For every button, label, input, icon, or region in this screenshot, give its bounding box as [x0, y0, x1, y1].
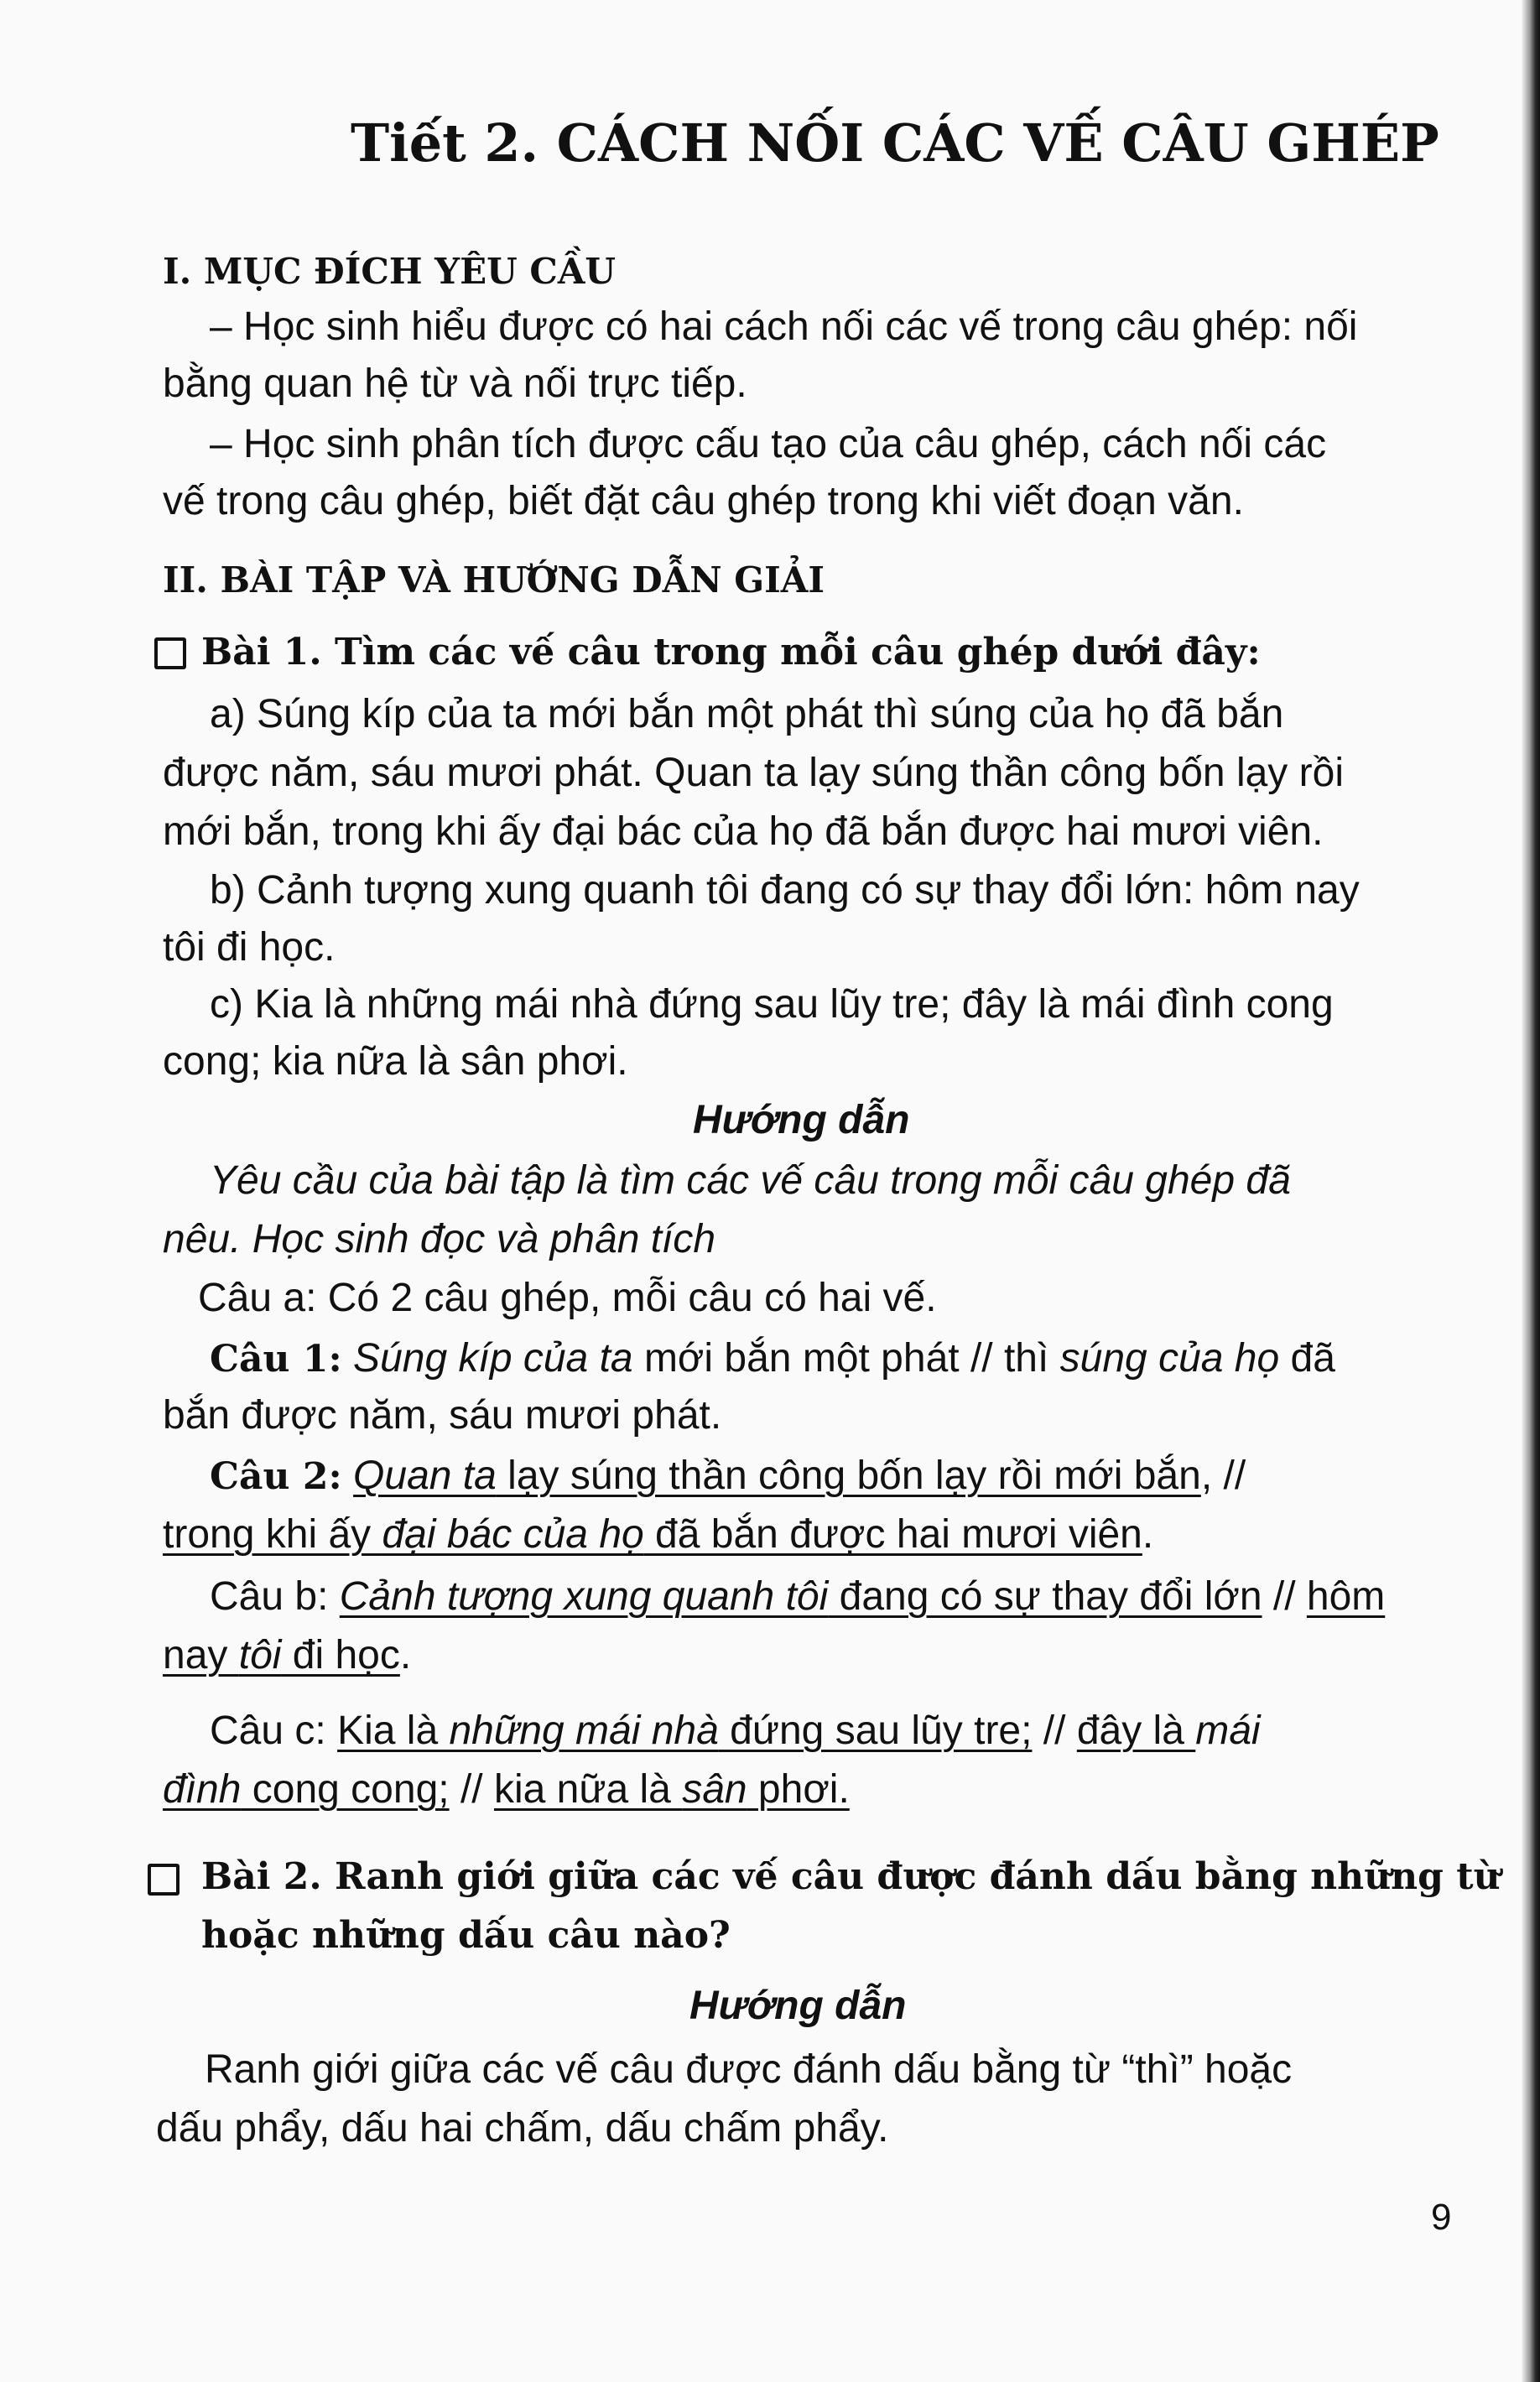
- cauc-subject-2: đình: [163, 1767, 242, 1812]
- caub-line-2: [163, 1627, 411, 1684]
- cauc-line: [210, 1703, 1261, 1760]
- bai1-line: c) Kia là những mái nhà đứng sau lũy tre; đây là mái đình cong: [210, 982, 1334, 1027]
- bai1-line: được năm, sáu mươi phát. Quan ta lạy súng thần công bốn lạy rồi: [163, 751, 1344, 795]
- cauc-predicate-1: đứng sau lũy tre;: [718, 1708, 1033, 1753]
- bai1-line: cong; kia nữa là sân phơi.: [163, 1039, 628, 1084]
- bai2-line: dấu phẩy, dấu hai chấm, dấu chấm phẩy.: [156, 2106, 889, 2151]
- cauc-subject-1: những mái nhà: [449, 1708, 719, 1753]
- cau1-subject-2: súng của họ: [1059, 1336, 1280, 1381]
- caub-predicate-2: đi học: [281, 1633, 400, 1677]
- caub-clause-2: nay: [163, 1633, 239, 1677]
- cauc-separator: //: [1032, 1708, 1077, 1753]
- section1-heading: I. MỤC ĐÍCH YÊU CẦU: [163, 251, 617, 292]
- cauc-clause-1: Kia là: [337, 1708, 450, 1753]
- bai1-line: tôi đi học.: [163, 925, 336, 970]
- checkbox-icon: [148, 1864, 179, 1896]
- caub-end: .: [399, 1633, 412, 1677]
- cauc-label: Câu c:: [210, 1708, 326, 1753]
- caub-line: [210, 1568, 1385, 1625]
- section1-line: bằng quan hệ từ và nối trực tiếp.: [163, 361, 747, 406]
- section2-heading: II. BÀI TẬP VÀ HƯỚNG DẪN GIẢI: [163, 559, 825, 601]
- cauc-separator: //: [449, 1767, 494, 1812]
- cau2-line: [210, 1448, 1246, 1506]
- caub-subject-2: tôi: [238, 1633, 282, 1677]
- cauc-predicate-3: phơi.: [747, 1767, 850, 1812]
- bai1-line: mới bắn, trong khi ấy đại bác của họ đã bắn được hai mươi viên.: [163, 809, 1324, 854]
- cauc-clause-3: kia nữa là: [493, 1767, 683, 1812]
- cau2-end: .: [1142, 1512, 1154, 1557]
- cau1-line-2: bắn được năm, sáu mươi phát.: [163, 1393, 722, 1438]
- caub-subject-1: Cảnh tượng xung quanh tôi: [339, 1574, 829, 1619]
- cau2-predicate-1: lạy súng thần công bốn lạy rồi mới bắn: [496, 1454, 1201, 1498]
- caub-clause-2: hôm: [1306, 1574, 1386, 1619]
- cau2-separator: , //: [1200, 1454, 1246, 1498]
- cau2-connector: trong khi ấy: [163, 1512, 382, 1557]
- cau1-line: [210, 1330, 1335, 1388]
- cau2-subject-2: đại bác của họ: [382, 1512, 644, 1557]
- cau1-text: mới bắn một phát // thì: [632, 1336, 1060, 1381]
- bai1-guide-line: Yêu cầu của bài tập là tìm các vế câu trong mỗi câu ghép đã: [210, 1158, 1291, 1203]
- cau2-predicate-2: đã bắn được hai mươi viên: [643, 1512, 1142, 1557]
- caub-predicate-1: đang có sự thay đổi lớn: [828, 1574, 1262, 1619]
- section1-line: – Học sinh phân tích được cấu tạo của câu ghép, cách nối các: [210, 422, 1327, 466]
- cauc-subject-2: mái: [1195, 1708, 1261, 1753]
- bai1-guide-line: nêu. Học sinh đọc và phân tích: [163, 1217, 716, 1261]
- section1-line: vế trong câu ghép, biết đặt câu ghép trong khi viết đoạn văn.: [163, 479, 1244, 523]
- bai2-guide-title: Hướng dẫn: [689, 1984, 907, 2028]
- bai2-line: Ranh giới giữa các vế câu được đánh dấu bằng từ “thì” hoặc: [205, 2047, 1293, 2092]
- page-number: 9: [1431, 2197, 1452, 2238]
- bai1-heading: Bài 1. Tìm các vế câu trong mỗi câu ghép dưới đây:: [201, 631, 1261, 674]
- bai1-line: a) Súng kíp của ta mới bắn một phát thì súng của họ đã bắn: [210, 692, 1284, 736]
- cau2-line-2: [163, 1506, 1153, 1563]
- bai2-heading: Bài 2. Ranh giới giữa các vế câu được đánh dấu bằng những từ: [201, 1855, 1501, 1898]
- bai2-heading-2: hoặc những dấu câu nào?: [201, 1914, 731, 1957]
- cau1-label: Câu 1:: [210, 1338, 342, 1381]
- cau2-subject-1: Quan ta: [353, 1454, 497, 1498]
- checkbox-icon: [154, 637, 186, 669]
- page-title: Tiết 2. CÁCH NỐI CÁC VẾ CÂU GHÉP: [351, 112, 1439, 174]
- cauc-predicate-2: cong cong;: [241, 1767, 450, 1812]
- cau2-label: Câu 2:: [210, 1455, 342, 1498]
- cauc-clause-2: đây là: [1076, 1708, 1196, 1753]
- cau-a-line: Câu a: Có 2 câu ghép, mỗi câu có hai vế.: [198, 1276, 937, 1320]
- section1-line: – Học sinh hiểu được có hai cách nối các vế trong câu ghép: nối: [210, 304, 1358, 349]
- page-edge-shadow: [1522, 0, 1540, 2382]
- caub-separator: //: [1262, 1574, 1307, 1619]
- caub-label: Câu b:: [210, 1574, 329, 1619]
- cau1-text: đã: [1279, 1336, 1335, 1381]
- cauc-line-2: [163, 1761, 850, 1818]
- bai1-guide-title: Hướng dẫn: [693, 1098, 910, 1142]
- cauc-subject-3: sân: [682, 1767, 747, 1812]
- cau1-subject-1: Súng kíp của ta: [353, 1336, 633, 1381]
- bai1-line: b) Cảnh tượng xung quanh tôi đang có sự thay đổi lớn: hôm nay: [210, 868, 1360, 913]
